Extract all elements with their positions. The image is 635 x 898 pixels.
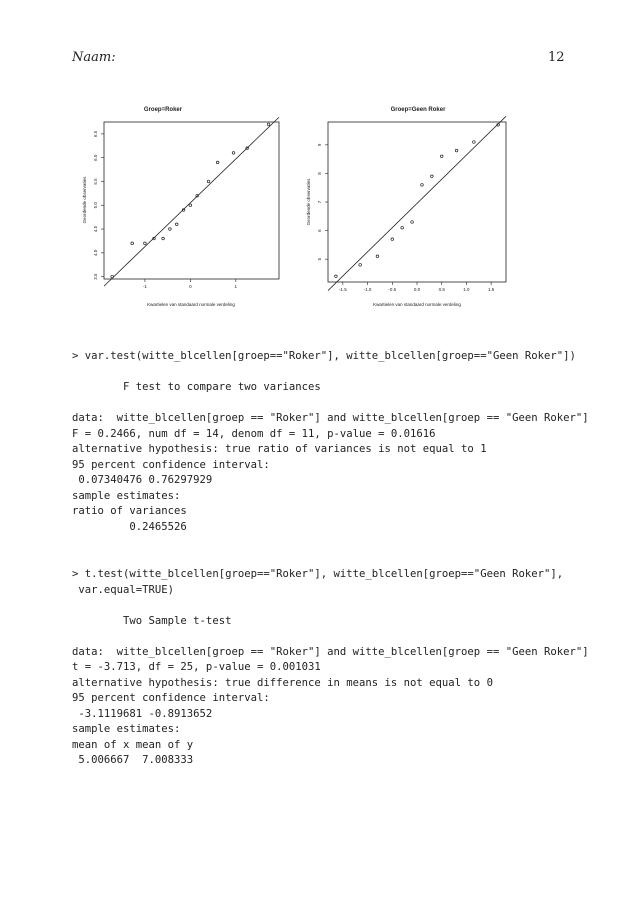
header-name-label: Naam: [72, 50, 116, 65]
var-test-estimates-values: 0.2465526 [72, 520, 187, 533]
x-axis-label: Kwartielen van standaard normale verdeling [373, 302, 461, 307]
y-tick-label: 3.5 [93, 273, 98, 280]
data-point [144, 242, 147, 245]
var-test-ci-label: 95 percent confidence interval: [72, 458, 270, 471]
x-tick-label: -1.0 [363, 287, 372, 292]
data-point [391, 238, 394, 241]
plot-frame [104, 122, 279, 279]
chart-title: Groep=Roker [143, 107, 183, 113]
x-tick-label: 0.5 [438, 287, 445, 292]
x-tick-label: -0.5 [388, 287, 397, 292]
x-tick-label: 0.0 [413, 287, 421, 292]
data-point [455, 149, 458, 152]
y-tick-label: 7 [317, 200, 322, 204]
var-test-data-line: data: witte_blcellen[groep == "Roker"] and witte_blcellen[groep == "Geen Roker"] [72, 412, 589, 424]
t-test-data-line: data: witte_blcellen[groep == "Roker"] and witte_blcellen[groep == "Geen Roker"] [72, 645, 589, 658]
t-test-statistic: t = -3.713, df = 25, p-value = 0.001031 [72, 661, 321, 673]
y-tick-label: 9 [317, 143, 322, 147]
data-point [131, 242, 134, 245]
y-tick-label: 4.0 [93, 249, 98, 256]
data-point [232, 152, 235, 155]
qq-plots [78, 100, 518, 320]
x-axis-label: Kwartielen van standaard normale verdeling [147, 302, 235, 307]
t-test-estimates-values: 5.006667 7.008333 [72, 754, 194, 766]
t-test-alternative: alternative hypothesis: true difference in means is not equal to 0 [72, 676, 493, 689]
y-tick-label: 4.5 [93, 225, 98, 233]
data-point [189, 204, 192, 207]
var-test-command: > var.test(witte_blcellen[groep=="Roker"], witte_blcellen[groep=="Geen Roker"]) [72, 350, 576, 362]
data-point [431, 175, 434, 178]
y-axis-label: Geordende observaties [306, 178, 311, 226]
t-test-ci-values: -3.1119681 -0.8913652 [72, 707, 213, 720]
t-test-command-line-2: var.equal=TRUE) [72, 583, 175, 596]
data-point [162, 237, 165, 240]
data-point [401, 226, 404, 229]
data-point [376, 255, 379, 258]
var-test-output [72, 349, 589, 535]
data-point [216, 161, 219, 164]
y-tick-label: 5.0 [93, 202, 98, 209]
y-tick-label: 8 [317, 172, 322, 175]
y-axis [93, 130, 104, 279]
data-point [359, 264, 362, 267]
t-test-command-line-1: > t.test(witte_blcellen[groep=="Roker"], witte_blcellen[groep=="Geen Roker"], [72, 568, 564, 580]
y-tick-label: 6 [317, 229, 322, 232]
var-test-ci-values: 0.07340476 0.76297929 [72, 474, 213, 486]
var-test-estimates-header: ratio of variances [72, 505, 187, 517]
qq-plot-roker [82, 107, 279, 307]
y-tick-label: 6.0 [93, 154, 98, 161]
y-tick-label: 5.5 [93, 178, 98, 185]
t-test-ci-label: 95 percent confidence interval: [72, 692, 270, 704]
reference-line [104, 117, 279, 286]
x-tick-label: 1 [234, 284, 238, 289]
x-tick-label: 1.5 [488, 287, 495, 292]
data-point [267, 123, 270, 126]
var-test-statistic: F = 0.2466, num df = 14, denom df = 11, p-value = 0.01616 [72, 427, 436, 440]
var-test-alternative: alternative hypothesis: true ratio of variances is not equal to 1 [72, 443, 487, 455]
t-test-estimates-label: sample estimates: [72, 723, 181, 735]
data-point [207, 180, 210, 183]
data-point [411, 221, 414, 224]
var-test-estimates-label: sample estimates: [72, 489, 181, 502]
data-point [473, 141, 476, 144]
y-axis [317, 143, 328, 260]
data-point [335, 275, 338, 278]
data-points [111, 123, 270, 278]
plot-frame [328, 122, 506, 282]
data-point [440, 155, 443, 158]
page-number: 12 [548, 50, 565, 65]
x-tick-label: -1 [142, 284, 147, 289]
x-axis [143, 279, 238, 289]
x-tick-label: 1.0 [463, 287, 470, 292]
x-tick-label: -1.5 [338, 287, 347, 292]
y-tick-label: 5 [317, 257, 322, 261]
var-test-title: F test to compare two variances [72, 381, 321, 393]
t-test-output [72, 567, 589, 769]
t-test-title: Two Sample t-test [72, 614, 232, 627]
x-tick-label: 0 [189, 284, 192, 289]
reference-line [328, 116, 506, 290]
y-axis-label: Geordende observaties [82, 176, 87, 224]
t-test-estimates-header: mean of x mean of y [72, 738, 194, 751]
data-point [175, 223, 178, 226]
data-point [111, 275, 114, 278]
y-tick-label: 6.5 [93, 130, 98, 138]
x-axis [339, 282, 495, 292]
data-point [169, 228, 172, 231]
chart-title: Groep=Geen Roker [390, 107, 446, 113]
qq-plot-geen-roker [306, 107, 506, 307]
data-point [421, 184, 424, 187]
